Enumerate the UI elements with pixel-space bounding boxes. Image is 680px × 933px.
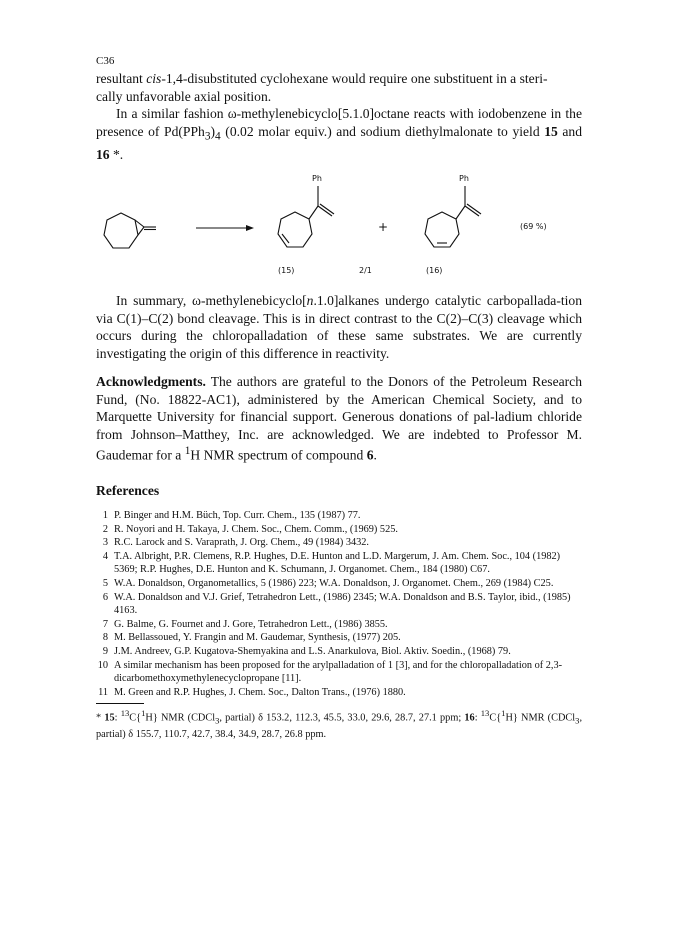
reference-item: 2 R. Noyori and H. Takaya, J. Chem. Soc., Chem. Comm., (1969) 525.: [102, 523, 398, 535]
reaction-scheme: [96, 170, 582, 280]
reaction-arrow-head: [246, 225, 254, 231]
cycloheptane-ring: [104, 213, 138, 248]
acknowledgments: Acknowledgments. The authors are grateful to the Donors of the Petroleum Research Fund, (No. 18822-AC1), administered by the American Chemical Society, and to Marquette University for financial support. Generous donations of pal-ladium chloride from Johnson–Matthey, Inc. are acknowledged. We are indebted to Professor M. Gaudemar for a $^1$H NMR spectrum of compound 6.: [96, 374, 582, 463]
reference-item: 6 W.A. Donaldson and V.J. Grief, Tetrahedron Lett., (1986) 2345; W.A. Donaldson and B.S. Taylor, ibid., (1985) 4163.: [102, 591, 571, 617]
reference-item: 7 G. Balme, G. Fournet and J. Gore, Tetrahedron Lett., (1986) 3855.: [102, 618, 388, 630]
product-16-ring: [425, 212, 459, 247]
paragraph-reaction: In a similar fashion ω-methylenebicyclo[5.1.0]octane reacts with iodobenzene in the presence of $Pd(PPh_3)_4$ (0.02 molar equiv.) and sodium diethylmalonate to yield 15 and 16 *.: [96, 106, 583, 162]
reference-list: [96, 509, 582, 699]
plus-sign: +: [378, 220, 389, 234]
reaction-scheme-svg: [96, 170, 582, 280]
reference-item: 5 W.A. Donaldson, Organometallics, 5 (1986) 223; W.A. Donaldson, J. Organomet. Chem., 269 (1984) C25.: [102, 577, 554, 589]
product-15-ring: [278, 212, 312, 247]
reference-item: 4 T.A. Albright, P.R. Clemens, R.P. Hughes, D.E. Hunton and L.D. Margerum, J. Am. Chem. Soc., 104 (1982) 5369; R.P. Hughes, D.E. Hunton and K. Schumann, J. Organomet. Chem., 184 (1980) C67.: [102, 550, 561, 576]
ph-label-15: Ph: [312, 174, 322, 183]
ratio-label: 2/1: [359, 266, 372, 275]
reference-item: 1 P. Binger and H.M. Büch, Top. Curr. Chem., 135 (1987) 77.: [102, 510, 361, 521]
yield-label: (69 %): [520, 222, 547, 231]
reference-item: 10 A similar mechanism has been proposed for the arylpalladation of 1 [3], and for the chloropalladation of 2,3-dicarbomethoxymethylenecyclopropane [11].: [97, 659, 563, 685]
compound-label-16: (16): [426, 266, 443, 275]
reference-item: 3 R.C. Larock and S. Varaprath, J. Org. Chem., 49 (1984) 3432.: [102, 537, 370, 549]
ph-label-16: Ph: [459, 174, 469, 183]
paragraph-summary: In summary, ω-methylenebicyclo[n.1.0]alkanes undergo catalytic carbopallada-tion via C(1)–C(2) bond cleavage. This is in direct contrast to the C(2)–C(3) cleavage which occurs during the chloropalladation of these same substrates. We are currently investigating the origin of this difference in reactivity.: [96, 293, 582, 361]
acknowledgments-heading: Acknowledgments.: [96, 374, 206, 389]
reference-item: 9 J.M. Andreev, G.P. Kugatova-Shemyakina and L.S. Anarkulova, Biol. Aktiv. Soedin., (1968) 79.: [102, 645, 511, 657]
paragraph-conformation: resultant cis-1,4-disubstituted cyclohexane would require one substituent in a steri- cally unfavorable axial position.: [96, 71, 548, 104]
footnote-nmr: * 15: $^{13}$C{$^1$H} NMR (CDCl$_3$, partial) δ 153.2, 112.3, 45.5, 33.0, 29.6, 28.7, 27.1 ppm; 16: $^{13}$C{$^1$H} NMR (CDCl$_3$, partial) δ 155.7, 110.7, 42.7, 38.4, 34.9, 28.7, 26.8 ppm.: [96, 708, 583, 741]
reference-item: 11 M. Green and R.P. Hughes, J. Chem. Soc., Dalton Trans., (1976) 1880.: [98, 686, 406, 698]
references-heading: References: [96, 483, 160, 498]
reference-item: 8 M. Bellassoued, Y. Frangin and M. Gaudemar, Synthesis, (1977) 205.: [102, 632, 401, 644]
compound-label-15: (15): [278, 266, 295, 275]
footnote-divider: [96, 703, 144, 704]
page-number: C36: [96, 55, 115, 67]
